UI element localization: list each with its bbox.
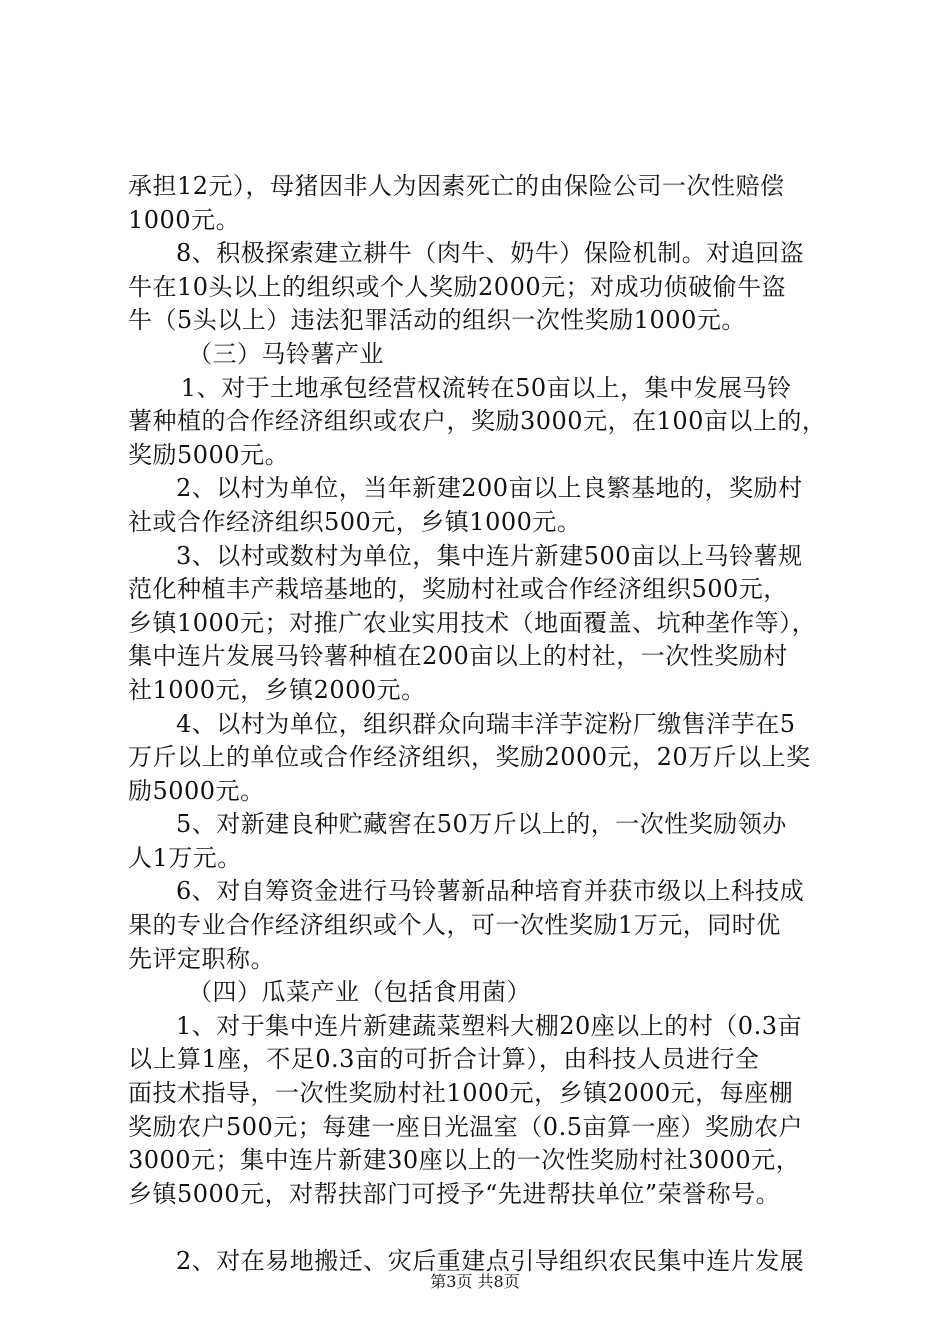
text-line: 承担12元），母猪因非人为因素死亡的由保险公司一次性赔偿	[128, 172, 785, 200]
text-line: 2、对在易地搬迁、灾后重建点引导组织农民集中连片发展	[176, 1247, 805, 1275]
text-line: （四）瓜菜产业（包括食用菌）	[188, 978, 531, 1007]
text-line: 面技术指导，一次性奖励村社1000元，乡镇2000元，每座棚	[128, 1079, 794, 1108]
text-line: 1、对于集中连片新建蔬菜塑料大棚20座以上的村（0.3亩	[176, 1011, 802, 1040]
text-line: 5、对新建良种贮藏窖在50万斤以上的，一次性奖励领办	[176, 810, 787, 839]
text-line: 社1000元，乡镇2000元。	[128, 675, 426, 704]
text-line: 牛在10头以上的组织或个人奖励2000元；对成功侦破偷牛盗	[128, 272, 787, 301]
text-line: 励5000元。	[128, 776, 265, 805]
text-line: 人1万元。	[128, 843, 242, 872]
text-line: 乡镇5000元，对帮扶部门可授予“先进帮扶单位”荣誉称号。	[128, 1179, 781, 1208]
paragraph-spacer	[128, 1211, 833, 1245]
text-line: 以上算1座，不足0.3亩的可折合计算），由科技人员进行全	[128, 1045, 760, 1074]
text-line: 奖励5000元。	[128, 440, 290, 469]
page-footer: 第3页 共8页	[430, 1272, 520, 1291]
text-line: 集中连片发展马铃薯种植在200亩以上的村社，一次性奖励村	[128, 642, 788, 671]
text-line: 薯种植的合作经济组织或农户，奖励3000元，在100亩以上的，	[128, 407, 827, 436]
text-line: 牛（5头以上）违法犯罪活动的组织一次性奖励1000元。	[128, 306, 746, 335]
text-line: 3、以村或数村为单位，集中连片新建500亩以上马铃薯规	[176, 541, 803, 570]
text-line: 6、对自筹资金进行马铃薯新品种培育并获市级以上科技成	[176, 877, 805, 906]
text-line: 乡镇1000元；对推广农业实用技术（地面覆盖、坑种垄作等），	[128, 608, 817, 637]
text-line: 果的专业合作经济组织或个人，可一次性奖励1万元，同时优	[128, 911, 781, 940]
text-line: 范化种植丰产栽培基地的，奖励村社或合作经济组织500元，	[128, 575, 788, 604]
text-line: 1、对于土地承包经营权流转在50亩以上，集中发展马铃	[180, 373, 792, 402]
text-line: （三）马铃薯产业	[188, 339, 384, 368]
document-body	[128, 170, 833, 1279]
text-line: 4、以村为单位，组织群众向瑞丰洋芋淀粉厂缴售洋芋在5	[176, 709, 796, 738]
text-line: 万斤以上的单位或合作经济组织，奖励2000元，20万斤以上奖	[128, 743, 811, 772]
text-line: 2、以村为单位，当年新建200亩以上良繁基地的，奖励村	[176, 474, 803, 503]
text-line: 社或合作经济组织500元，乡镇1000元。	[128, 507, 582, 536]
text-line: 1000元。	[128, 205, 241, 234]
text-line: 奖励农户500元；每建一座日光温室（0.5亩算一座）奖励农户	[128, 1112, 803, 1141]
text-line: 8、积极探索建立耕牛（肉牛、奶牛）保险机制。对追回盗	[176, 239, 805, 268]
text-line: 3000元；集中连片新建30座以上的一次性奖励村社3000元，	[128, 1146, 801, 1175]
text-line: 先评定职称。	[128, 944, 275, 973]
